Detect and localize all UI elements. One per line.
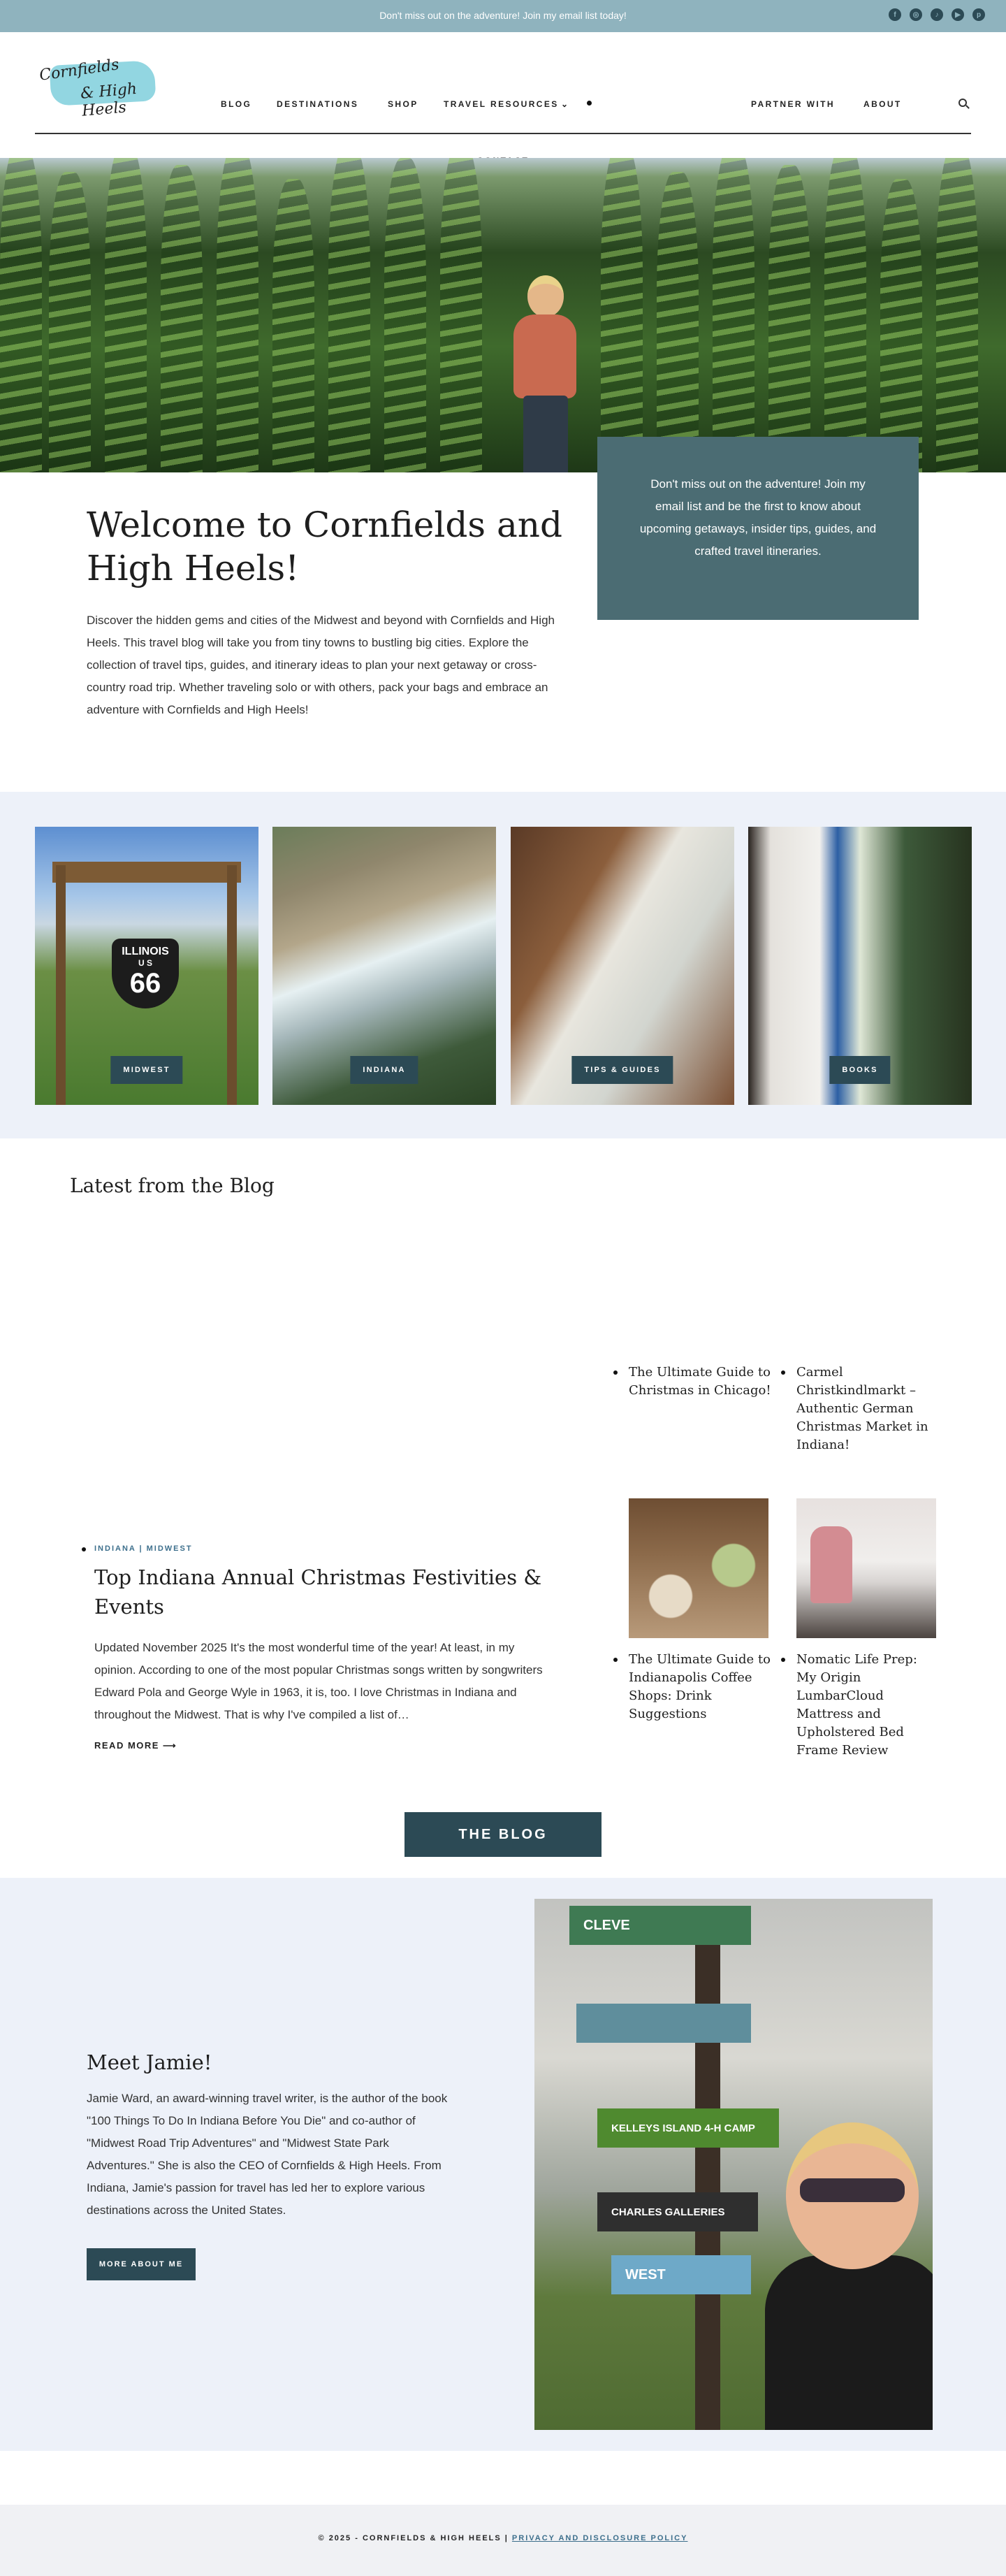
logo-line-2: & High Heels bbox=[80, 80, 138, 120]
sign: CLEVE bbox=[569, 1906, 751, 1945]
side-post-title[interactable]: The Ultimate Guide to Indianapolis Coffee Shops: Drink Suggestions bbox=[629, 1651, 782, 1723]
about-title: Meet Jamie! bbox=[87, 2050, 212, 2074]
category-card-midwest[interactable] bbox=[35, 827, 258, 1105]
social-links bbox=[889, 8, 985, 21]
jamie-portrait bbox=[765, 2122, 933, 2430]
hero-cornfield-image bbox=[0, 158, 1006, 472]
search-icon[interactable] bbox=[958, 99, 967, 107]
announcement-bar bbox=[0, 0, 1006, 32]
sign bbox=[576, 2004, 751, 2043]
nav-item-blog[interactable]: BLOG bbox=[221, 99, 252, 109]
sign: KELLEYS ISLAND 4-H CAMP bbox=[597, 2108, 779, 2148]
nav-item-travel-resources[interactable]: TRAVEL RESOURCES bbox=[444, 99, 559, 109]
category-card-indiana[interactable] bbox=[272, 827, 496, 1105]
email-signup-box[interactable]: Don't miss out on the adventure! Join my email list and be the first to know about upcoming getaways, insider tips, guides, and crafted travel itineraries. bbox=[597, 437, 919, 620]
nav-item-shop[interactable]: SHOP bbox=[388, 99, 418, 109]
nav-item-destinations[interactable]: DESTINATIONS bbox=[277, 99, 359, 109]
category-card-books[interactable] bbox=[748, 827, 972, 1105]
announcement-text[interactable]: Don't miss out on the adventure! Join my email list today! bbox=[379, 10, 627, 21]
route-66-sign: ILLINOIS U S 66 bbox=[112, 939, 179, 1008]
logo-line-1: Cornfields bbox=[38, 56, 121, 85]
welcome-section bbox=[87, 503, 576, 721]
blog-heading: Latest from the Blog bbox=[70, 1174, 275, 1197]
category-label[interactable]: INDIANA bbox=[350, 1056, 418, 1084]
site-header bbox=[0, 32, 1006, 158]
mattress-post-thumbnail[interactable] bbox=[796, 1498, 936, 1638]
about-section bbox=[0, 1878, 1006, 2451]
nav-item-about[interactable]: ABOUT bbox=[863, 99, 902, 109]
side-post-title[interactable]: Carmel Christkindlmarkt – Authentic German Christmas Market in Indiana! bbox=[796, 1363, 936, 1454]
welcome-text: Discover the hidden gems and cities of the Midwest and beyond with Cornfields and High Heels. This travel blog will take you from tiny towns to bustling big cities. Explore the collection of travel tips, guides, and itinerary ideas to plan your next getaway or cross-country road trip. Whether traveling solo or with others, pack your bags and embrace an adventure with Cornfields and High Heels! bbox=[87, 614, 555, 716]
category-label[interactable]: BOOKS bbox=[829, 1056, 890, 1084]
sign: CHARLES GALLERIES bbox=[597, 2192, 758, 2231]
nav-divider bbox=[35, 133, 971, 134]
welcome-title: Welcome to Cornfields and High Heels! bbox=[87, 505, 562, 588]
nav-item-partner-with[interactable]: PARTNER WITH bbox=[751, 99, 835, 109]
about-text: Jamie Ward, an award-winning travel writer, is the author of the book "100 Things To Do In Indiana Before You Die" and co-author of "Midwest Road Trip Adventures" and "Midwest State Park Adventures." She is also the CEO of Cornfields & High Heels. From Indiana, Jamie's passion for travel has led her to explore various destinations across the United States. bbox=[87, 2092, 448, 2217]
category-label[interactable]: TIPS & GUIDES bbox=[571, 1056, 673, 1084]
copyright-text: © 2025 - CORNFIELDS & HIGH HEELS | bbox=[318, 2534, 509, 2542]
post-excerpt: Updated November 2025 It's the most wonderful time of the year! At least, in my opinion. According to one of the most popular Christmas songs written by songwriters Edward Pola and George Wyle in 1963, it is, too. I love Christmas in Indiana and throughout the Midwest. That is why I've compiled a list of… bbox=[94, 1641, 543, 1721]
hero-person bbox=[506, 275, 583, 472]
side-post-title[interactable]: The Ultimate Guide to Christmas in Chicago! bbox=[629, 1363, 782, 1400]
the-blog-button[interactable]: THE BLOG bbox=[404, 1812, 602, 1857]
read-more-link[interactable]: READ MORE ⟶ bbox=[94, 1740, 177, 1751]
instagram-icon[interactable]: ◎ bbox=[910, 8, 922, 21]
more-about-me-button[interactable]: MORE ABOUT ME bbox=[87, 2248, 196, 2280]
side-post-title[interactable]: Nomatic Life Prep: My Origin LumbarCloud Mattress and Upholstered Bed Frame Review bbox=[796, 1651, 936, 1760]
facebook-icon[interactable]: f bbox=[889, 8, 901, 21]
signpost-photo bbox=[534, 1899, 933, 2430]
tiktok-icon[interactable]: ♪ bbox=[931, 8, 943, 21]
chevron-down-icon[interactable]: ⌄ bbox=[561, 99, 570, 109]
youtube-icon[interactable]: ▶ bbox=[952, 8, 964, 21]
coffee-post-thumbnail[interactable] bbox=[629, 1498, 768, 1638]
sign: WEST bbox=[611, 2255, 751, 2294]
category-label[interactable]: MIDWEST bbox=[110, 1056, 182, 1084]
site-footer bbox=[0, 2505, 1006, 2576]
pinterest-icon[interactable]: p bbox=[972, 8, 985, 21]
category-card-tips-guides[interactable] bbox=[511, 827, 734, 1105]
post-title[interactable]: Top Indiana Annual Christmas Festivities & Events bbox=[94, 1565, 542, 1619]
privacy-policy-link[interactable]: PRIVACY AND DISCLOSURE POLICY bbox=[511, 2534, 688, 2542]
post-categories[interactable]: INDIANA | MIDWEST bbox=[94, 1544, 193, 1553]
featured-post bbox=[94, 1544, 555, 1751]
nav-active-dot bbox=[587, 101, 592, 106]
category-section bbox=[0, 792, 1006, 1138]
site-logo[interactable] bbox=[35, 45, 175, 120]
